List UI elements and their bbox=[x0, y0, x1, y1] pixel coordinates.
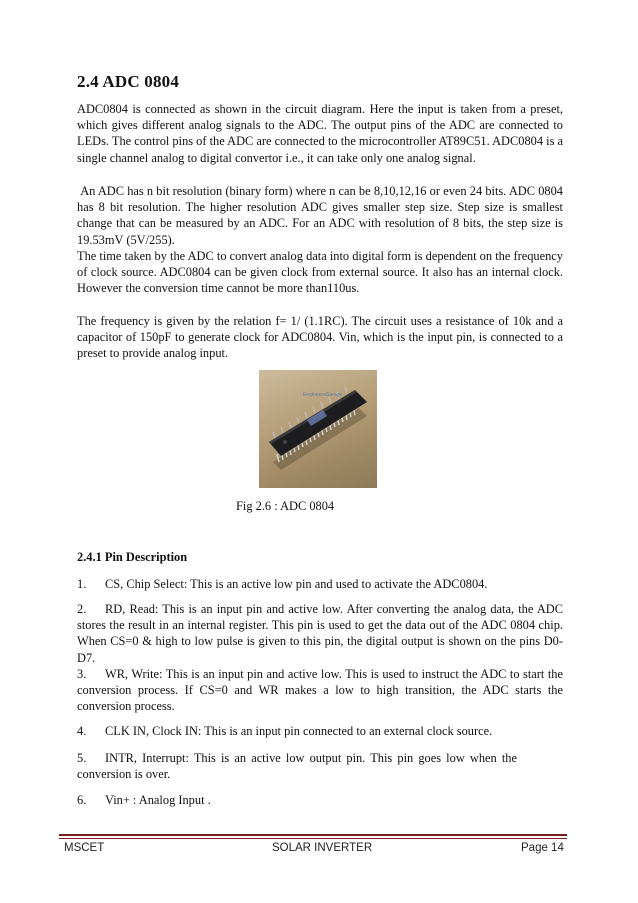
adc-chip-image bbox=[259, 370, 377, 488]
pin-text: CLK IN, Clock IN: This is an input pin connected to an external clock source. bbox=[105, 724, 493, 738]
pin-item bbox=[77, 792, 563, 808]
pin-number: 1. bbox=[77, 577, 87, 591]
pin-item bbox=[77, 666, 563, 715]
subsection-title: 2.4.1 Pin Description bbox=[77, 550, 188, 564]
footer-project-title: SOLAR INVERTER bbox=[272, 842, 373, 854]
pin-text: RD, Read: This is an input pin and active low. After converting the analog data, the ADC stores the result in an internal register. This pin is used to get the data out of the ADC 0804 chip. When CS=0 & high to low pulse is given to this pin, the digital output is shown on the pins D0-D7. bbox=[77, 602, 563, 665]
footer-rule-thin bbox=[59, 838, 567, 839]
pin-item bbox=[77, 601, 563, 666]
pin-number: 4. bbox=[77, 724, 87, 738]
pin-number: 5. bbox=[77, 751, 87, 765]
pin-text: Vin+ : Analog Input . bbox=[105, 793, 211, 807]
paragraph-4: The frequency is given by the relation f= 1/ (1.1RC). The circuit uses a resistance of 10k and a capacitor of 150pF to generate clock for ADC0804. Vin, which is the input pin, is connected to a preset to provide analog input. bbox=[77, 314, 563, 361]
footer-page-number: Page 14 bbox=[521, 842, 564, 854]
paragraph-3: The time taken by the ADC to convert analog data into digital form is dependent on the frequency of clock source. ADC0804 can be given clock from external source. It also has an internal clock. However the conversion time cannot be more than110us. bbox=[77, 249, 563, 296]
paragraph-1: ADC0804 is connected as shown in the circuit diagram. Here the input is taken from a preset, which gives different analog signals to the ADC. The output pins of the ADC are connected to LEDs. The control pins of the ADC are connected to the microcontroller AT89C51. ADC0804 is a single channel analog to digital convertor i.e., it can take only one analog signal. bbox=[77, 102, 564, 165]
footer-college: MSCET bbox=[64, 842, 105, 854]
pin-text: WR, Write: This is an input pin and active low. This is used to instruct the ADC to start the conversion process. If CS=0 and WR makes a low to high transition, the ADC starts the conversion process. bbox=[77, 667, 563, 714]
watermark-text: EngineersGarage bbox=[303, 392, 343, 398]
footer-rule bbox=[59, 834, 567, 836]
pin-number: 6. bbox=[77, 793, 87, 807]
section-title: 2.4 ADC 0804 bbox=[77, 72, 180, 91]
adc-chip-photo bbox=[259, 370, 377, 488]
pin-item bbox=[77, 576, 563, 592]
pin-text: CS, Chip Select: This is an active low pin and used to activate the ADC0804. bbox=[105, 577, 488, 591]
pin-item bbox=[77, 723, 563, 739]
figure-caption: Fig 2.6 : ADC 0804 bbox=[236, 499, 335, 513]
pin-number: 2. bbox=[77, 602, 87, 616]
pin-item bbox=[77, 750, 517, 782]
pin-text: INTR, Interrupt: This is an active low output pin. This pin goes low when the conversion is over. bbox=[77, 751, 517, 782]
paragraph-2: An ADC has n bit resolution (binary form) where n can be 8,10,12,16 or even 24 bits. ADC 0804 has 8 bit resolution. The higher resolution ADC gives smaller step size. Step size is smallest change that can be measured by an ADC. For an ADC with resolution of 8 bits, the step size is 19.53mV (5V/255). bbox=[77, 184, 567, 247]
pin-number: 3. bbox=[77, 667, 87, 681]
